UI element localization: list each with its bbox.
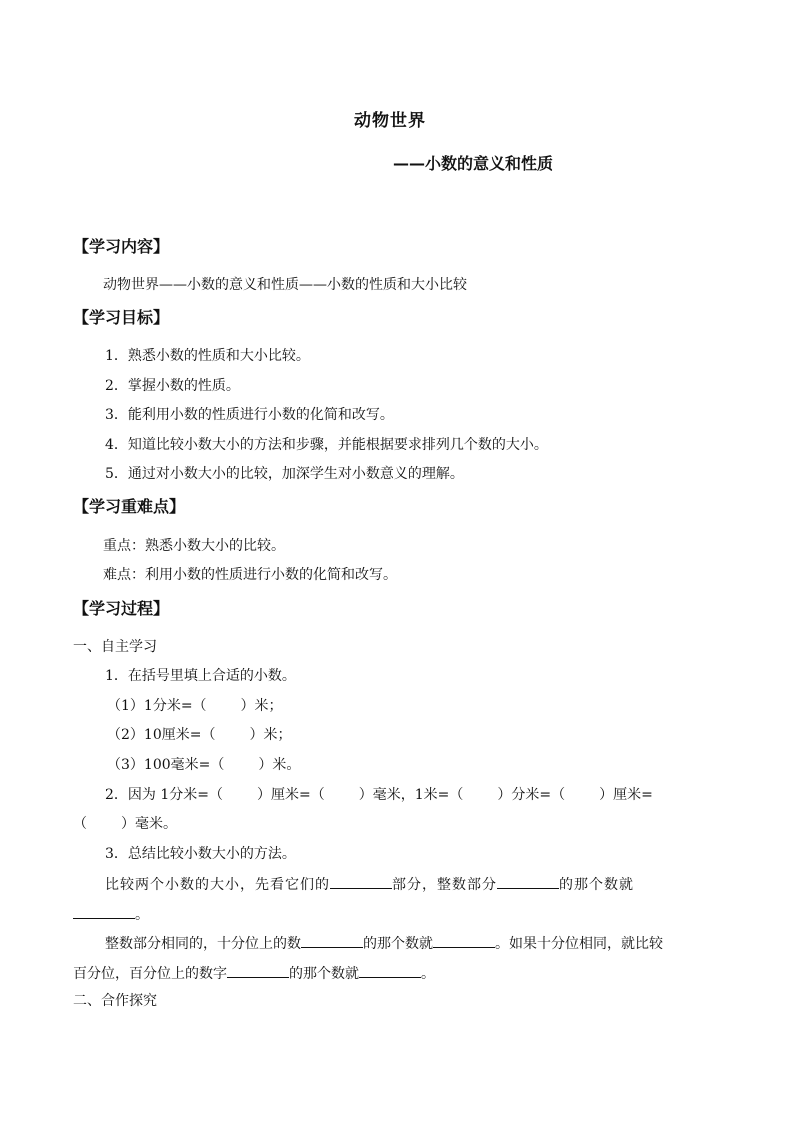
q1-item-3: （3）100毫米=（ ）米。 <box>107 757 301 773</box>
goal-item: 5．通过对小数大小的比较，加深学生对小数意义的理解。 <box>105 466 464 482</box>
content-text: 动物世界——小数的意义和性质——小数的性质和大小比较 <box>103 277 467 293</box>
method-paragraph-1-cont: 。 <box>73 904 149 924</box>
fill-blank[interactable] <box>227 963 289 978</box>
method-paragraph-1: 比较两个小数的大小，先看它们的 部分，整数部分 的那个数就 <box>105 874 634 894</box>
heading-process: 【学习过程】 <box>73 599 170 618</box>
page-subtitle: ——小数的意义和性质 <box>393 154 554 173</box>
goal-item: 2．掌握小数的性质。 <box>105 378 240 394</box>
key-point: 重点：熟悉小数大小的比较。 <box>103 538 285 554</box>
difficult-point: 难点：利用小数的性质进行小数的化简和改写。 <box>103 567 397 583</box>
method-paragraph-2: 整数部分相同的，十分位上的数 的那个数就 。如果十分位相同，就比较 <box>105 933 663 953</box>
question-2-cont: （ ）毫米。 <box>73 816 177 832</box>
heading-content: 【学习内容】 <box>73 237 170 256</box>
question-1: 1．在括号里填上合适的小数。 <box>105 668 296 684</box>
goal-item: 1．熟悉小数的性质和大小比较。 <box>105 348 310 364</box>
heading-keypoints: 【学习重难点】 <box>73 497 186 516</box>
goal-item: 4．知道比较小数大小的方法和步骤，并能根据要求排列几个数的大小。 <box>105 437 548 453</box>
goal-item: 3．能利用小数的性质进行小数的化简和改写。 <box>105 407 394 423</box>
question-3: 3．总结比较小数大小的方法。 <box>105 846 296 862</box>
part1-title: 一、自主学习 <box>73 639 157 655</box>
q1-item-1: （1）1分米=（ ）米； <box>107 698 283 714</box>
q1-item-2: （2）10厘米=（ ）米； <box>107 727 292 743</box>
page-title: 动物世界 <box>354 111 426 131</box>
fill-blank[interactable] <box>359 963 421 978</box>
heading-goals: 【学习目标】 <box>73 308 170 327</box>
question-2: 2．因为 1分米=（ ）厘米=（ ）毫米，1米=（ ）分米=（ ）厘米= <box>105 787 653 803</box>
fill-blank[interactable] <box>433 933 495 948</box>
method-paragraph-2-cont: 百分位，百分位上的数字 的那个数就 。 <box>73 963 435 983</box>
fill-blank[interactable] <box>301 933 363 948</box>
fill-blank[interactable] <box>330 874 392 889</box>
fill-blank[interactable] <box>497 874 559 889</box>
fill-blank[interactable] <box>73 904 135 919</box>
part2-title: 二、合作探究 <box>73 993 157 1009</box>
